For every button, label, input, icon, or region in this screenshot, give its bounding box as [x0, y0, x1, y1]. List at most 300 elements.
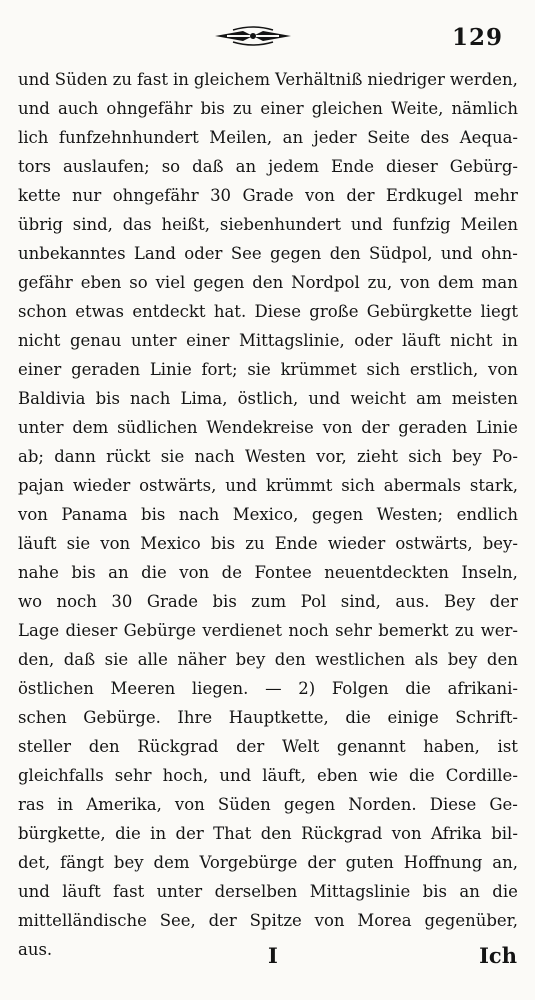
word: pajan: [18, 476, 64, 495]
word: endlich: [456, 505, 518, 524]
page-number: 129: [452, 24, 504, 51]
word: die: [141, 563, 167, 582]
word: bürgkette,: [18, 824, 106, 843]
text-line: [18, 152, 518, 181]
word: von: [322, 418, 353, 437]
word: geraden: [398, 418, 468, 437]
word: nahe: [18, 563, 59, 582]
word: noch: [56, 592, 97, 611]
word: in: [502, 331, 518, 350]
word: Aequa-: [459, 128, 518, 147]
word: bey-: [482, 534, 518, 553]
word: Schrift-: [455, 708, 518, 727]
word: geraden: [71, 360, 141, 379]
word: bis: [95, 389, 120, 408]
word: erstlich,: [409, 360, 479, 379]
word: ab;: [18, 447, 44, 466]
word: tors: [18, 157, 51, 176]
text-line: [18, 384, 518, 413]
word: 30: [111, 592, 133, 611]
word: so: [129, 273, 148, 292]
word: zu: [232, 99, 253, 118]
word: sind,: [340, 592, 381, 611]
word: wer-: [480, 621, 518, 640]
text-line: [18, 761, 518, 790]
word: nicht: [18, 331, 61, 350]
word: noch: [288, 621, 329, 640]
word: gegen: [311, 505, 364, 524]
word: Ge-: [489, 795, 518, 814]
word: unter: [18, 418, 64, 437]
text-line: [18, 94, 518, 123]
word: Gebürgkette: [366, 302, 473, 321]
word: bis: [141, 505, 166, 524]
word: bis: [210, 534, 236, 553]
word: gegen: [270, 244, 322, 263]
word: sie: [247, 360, 271, 379]
word: fort;: [201, 360, 238, 379]
word: Lima,: [180, 389, 228, 408]
word: sehr: [335, 621, 372, 640]
word: daß: [192, 157, 224, 176]
word: näher: [177, 650, 227, 669]
text-line: [18, 529, 518, 558]
word: von: [174, 795, 205, 814]
word: östlichen: [18, 679, 94, 698]
word: hoch,: [162, 766, 209, 785]
word: den: [260, 824, 292, 843]
word: der: [208, 911, 237, 930]
word: afrikani-: [447, 679, 518, 698]
word: bis: [422, 882, 447, 901]
word: zu: [454, 621, 475, 640]
word: Mittagslinie: [309, 882, 411, 901]
word: bil-: [491, 824, 518, 843]
word: Pol: [300, 592, 327, 611]
word: einer: [260, 99, 304, 118]
word: die: [345, 708, 371, 727]
word: bis: [212, 592, 237, 611]
word: gefähr: [18, 273, 73, 292]
text-line: [18, 442, 518, 471]
word: die: [409, 766, 435, 785]
word: Baldivia: [18, 389, 86, 408]
word: an: [108, 563, 129, 582]
word: auch: [57, 99, 99, 118]
word: in: [57, 795, 74, 814]
text-line: [18, 819, 518, 848]
word: Ihre: [177, 708, 213, 727]
word: läuft,: [262, 766, 306, 785]
word: liegt: [480, 302, 518, 321]
word: eben: [317, 766, 358, 785]
word: meisten: [451, 389, 518, 408]
word: jeder: [313, 128, 357, 147]
word: Meeren: [110, 679, 176, 698]
text-line: [18, 674, 518, 703]
word: von: [391, 824, 422, 843]
word: nach: [130, 389, 171, 408]
word: bey: [113, 853, 144, 872]
word: nicht: [450, 331, 493, 350]
text-line: [18, 471, 518, 500]
word: hat.: [213, 302, 247, 321]
word: bey: [235, 650, 266, 669]
word: dem: [72, 418, 109, 437]
word: von: [100, 534, 131, 553]
word: funfzehnhundert: [58, 128, 199, 147]
word: zu: [112, 70, 132, 89]
word: ist: [497, 737, 518, 756]
word: sich: [341, 476, 375, 495]
word: Verhältniß: [274, 70, 363, 89]
word: genannt: [336, 737, 406, 756]
text-line: [18, 268, 518, 297]
word: daß: [63, 650, 96, 669]
word: aus.: [395, 592, 430, 611]
word: sie: [66, 534, 91, 553]
word: Nordpol: [291, 273, 360, 292]
word: vor,: [316, 447, 347, 466]
word: unter: [130, 331, 177, 350]
word: Ende: [331, 157, 374, 176]
word: und: [219, 766, 252, 785]
word: Westen;: [376, 505, 444, 524]
word: bey: [452, 447, 482, 466]
word: siebenhundert: [219, 215, 342, 234]
word: läuft: [402, 331, 441, 350]
word: Amerika,: [86, 795, 162, 814]
catchword: Ich: [479, 943, 517, 968]
word: wie: [368, 766, 398, 785]
word: und: [350, 215, 383, 234]
word: derselben: [214, 882, 298, 901]
word: Westen: [245, 447, 306, 466]
word: von: [305, 186, 335, 205]
word: Rückgrad: [301, 824, 383, 843]
word: That: [213, 824, 252, 843]
word: die: [405, 679, 431, 698]
word: weicht: [350, 389, 406, 408]
word: Südpol,: [369, 244, 433, 263]
text-line: [18, 123, 518, 152]
word: Mexico: [140, 534, 201, 553]
text-line: [18, 65, 518, 94]
word: schon: [18, 302, 67, 321]
word: Süden: [217, 795, 271, 814]
word: schen: [18, 708, 67, 727]
word: Weite,: [391, 99, 444, 118]
word: kette: [18, 186, 61, 205]
word: Wendekreise: [206, 418, 314, 437]
word: fast: [113, 882, 145, 901]
word: Morea: [357, 911, 412, 930]
text-line: [18, 616, 518, 645]
word: von: [179, 563, 210, 582]
word: aus.: [18, 940, 53, 959]
word: See: [230, 244, 262, 263]
word: Spitze: [249, 911, 302, 930]
word: stark,: [469, 476, 518, 495]
word: von: [400, 273, 431, 292]
word: als: [414, 650, 439, 669]
word: an: [235, 157, 257, 176]
word: Afrika: [431, 824, 482, 843]
word: Panama: [61, 505, 128, 524]
word: Hauptkette,: [228, 708, 329, 727]
word: bis: [71, 563, 96, 582]
word: dem: [153, 853, 190, 872]
word: einige: [387, 708, 439, 727]
word: Diese: [429, 795, 477, 814]
word: ostwärts,: [139, 476, 217, 495]
word: viel: [155, 273, 186, 292]
text-line: [18, 645, 518, 674]
word: von: [314, 911, 345, 930]
word: mittelländische: [18, 911, 147, 930]
word: sie: [104, 650, 129, 669]
word: fängt: [60, 853, 104, 872]
page-footer: [0, 943, 535, 983]
word: ras: [18, 795, 45, 814]
word: sie: [160, 447, 185, 466]
word: Gebürg-: [449, 157, 518, 176]
word: bemerkt: [378, 621, 449, 640]
word: krümmt: [265, 476, 333, 495]
word: krümmet: [280, 360, 357, 379]
word: sind,: [72, 215, 113, 234]
word: alle: [137, 650, 168, 669]
word: Ende: [274, 534, 318, 553]
word: det,: [18, 853, 51, 872]
word: nur: [72, 186, 102, 205]
word: neuentdeckten: [324, 563, 449, 582]
word: guten: [345, 853, 394, 872]
word: liegen.: [191, 679, 249, 698]
text-line: [18, 239, 518, 268]
word: Lage: [18, 621, 60, 640]
word: Grade: [242, 186, 294, 205]
word: einer: [186, 331, 230, 350]
word: man: [481, 273, 518, 292]
word: Mittagslinie,: [238, 331, 345, 350]
word: übrig: [18, 215, 63, 234]
word: Gebürge: [123, 621, 196, 640]
text-line: [18, 848, 518, 877]
word: östlich,: [237, 389, 299, 408]
word: und: [308, 389, 341, 408]
word: und: [440, 244, 473, 263]
word: den: [329, 244, 361, 263]
text-line: [18, 181, 518, 210]
text-line: [18, 413, 518, 442]
word: dem: [437, 273, 474, 292]
word: an: [459, 882, 480, 901]
text-line: [18, 587, 518, 616]
word: Süden: [54, 70, 108, 89]
word: jedem: [268, 157, 319, 176]
word: See,: [159, 911, 196, 930]
word: 30: [210, 186, 232, 205]
word: gegen: [283, 795, 336, 814]
word: Welt: [281, 737, 320, 756]
word: abermals: [383, 476, 462, 495]
word: Folgen: [331, 679, 389, 698]
word: läuft: [62, 882, 101, 901]
word: Erdkugel: [385, 186, 463, 205]
word: Cordille-: [445, 766, 518, 785]
word: große: [309, 302, 359, 321]
word: Fontee: [254, 563, 312, 582]
word: dieser: [65, 621, 118, 640]
word: nach: [178, 505, 220, 524]
word: gleichfalls: [18, 766, 104, 785]
word: den: [486, 650, 518, 669]
word: dieser: [386, 157, 438, 176]
word: der: [489, 592, 518, 611]
text-line: [18, 355, 518, 384]
word: genau: [69, 331, 122, 350]
word: fast: [136, 70, 168, 89]
word: Bey: [443, 592, 476, 611]
word: in: [172, 70, 189, 89]
text-line: [18, 558, 518, 587]
word: zu,: [367, 273, 393, 292]
word: Gebürge.: [83, 708, 161, 727]
word: und: [18, 99, 50, 118]
word: Rückgrad: [137, 737, 219, 756]
word: ostwärts,: [395, 534, 473, 553]
word: auslaufen;: [62, 157, 150, 176]
word: bis: [200, 99, 225, 118]
word: de: [221, 563, 242, 582]
text-line: [18, 703, 518, 732]
word: steller: [18, 737, 72, 756]
word: so: [161, 157, 181, 176]
word: zieht: [356, 447, 398, 466]
word: sich: [408, 447, 442, 466]
word: den,: [18, 650, 55, 669]
word: zu: [245, 534, 265, 553]
word: ohn-: [481, 244, 518, 263]
word: an: [282, 128, 304, 147]
word: und: [18, 70, 50, 89]
word: am: [416, 389, 442, 408]
word: eben: [80, 273, 122, 292]
text-line: [18, 732, 518, 761]
word: Po-: [491, 447, 518, 466]
header-ornament-icon: [213, 26, 293, 46]
word: haben,: [423, 737, 480, 756]
word: die: [492, 882, 518, 901]
word: der: [346, 186, 375, 205]
text-line: [18, 297, 518, 326]
word: an,: [492, 853, 518, 872]
text-line: [18, 500, 518, 529]
word: einer: [18, 360, 62, 379]
word: von: [18, 505, 48, 524]
word: Linie: [149, 360, 192, 379]
body-text: [18, 65, 518, 964]
word: oder: [184, 244, 223, 263]
word: nach: [194, 447, 235, 466]
word: Vorgebürge: [199, 853, 298, 872]
word: westlichen: [315, 650, 406, 669]
word: von: [488, 360, 518, 379]
word: südlichen: [117, 418, 198, 437]
word: 2): [298, 679, 316, 698]
word: der: [307, 853, 336, 872]
word: in: [150, 824, 167, 843]
word: niedriger: [367, 70, 445, 89]
word: Meilen,: [209, 128, 273, 147]
word: der: [236, 737, 265, 756]
word: Norden.: [348, 795, 417, 814]
text-line: [18, 790, 518, 819]
word: mehr: [474, 186, 518, 205]
word: der: [361, 418, 390, 437]
word: ohngefähr: [112, 186, 199, 205]
word: bey: [447, 650, 478, 669]
word: etwas: [75, 302, 125, 321]
word: heißt,: [161, 215, 211, 234]
word: wieder: [327, 534, 386, 553]
word: nämlich: [451, 99, 518, 118]
word: sich: [366, 360, 401, 379]
signature-mark: I: [268, 943, 278, 968]
word: Land: [133, 244, 176, 263]
word: das: [122, 215, 152, 234]
word: Grade: [146, 592, 199, 611]
word: oder: [354, 331, 393, 350]
word: entdeckt: [132, 302, 206, 321]
word: unter: [156, 882, 203, 901]
word: unbekanntes: [18, 244, 126, 263]
word: läuft: [18, 534, 57, 553]
word: den: [252, 273, 284, 292]
word: Diese: [254, 302, 301, 321]
word: gleichem: [193, 70, 271, 89]
word: gegenüber,: [424, 911, 518, 930]
word: des: [420, 128, 450, 147]
word: lich: [18, 128, 49, 147]
word: verdienet: [202, 621, 282, 640]
word: Inseln,: [461, 563, 518, 582]
word: und: [225, 476, 258, 495]
word: Linie: [476, 418, 518, 437]
word: die: [115, 824, 141, 843]
text-line: [18, 906, 518, 935]
word: Seite: [367, 128, 410, 147]
text-line: [18, 877, 518, 906]
text-line: [18, 326, 518, 355]
word: funfzig: [392, 215, 451, 234]
word: wieder: [72, 476, 131, 495]
word: —: [265, 679, 282, 698]
word: den: [88, 737, 120, 756]
word: und: [18, 882, 50, 901]
word: gegen: [193, 273, 245, 292]
word: sehr: [114, 766, 152, 785]
word: gleichen: [311, 99, 383, 118]
word: den: [274, 650, 306, 669]
word: zum: [251, 592, 287, 611]
word: wo: [18, 592, 43, 611]
word: werden,: [449, 70, 518, 89]
text-line: [18, 210, 518, 239]
word: dann: [54, 447, 96, 466]
word: ohngefähr: [106, 99, 193, 118]
